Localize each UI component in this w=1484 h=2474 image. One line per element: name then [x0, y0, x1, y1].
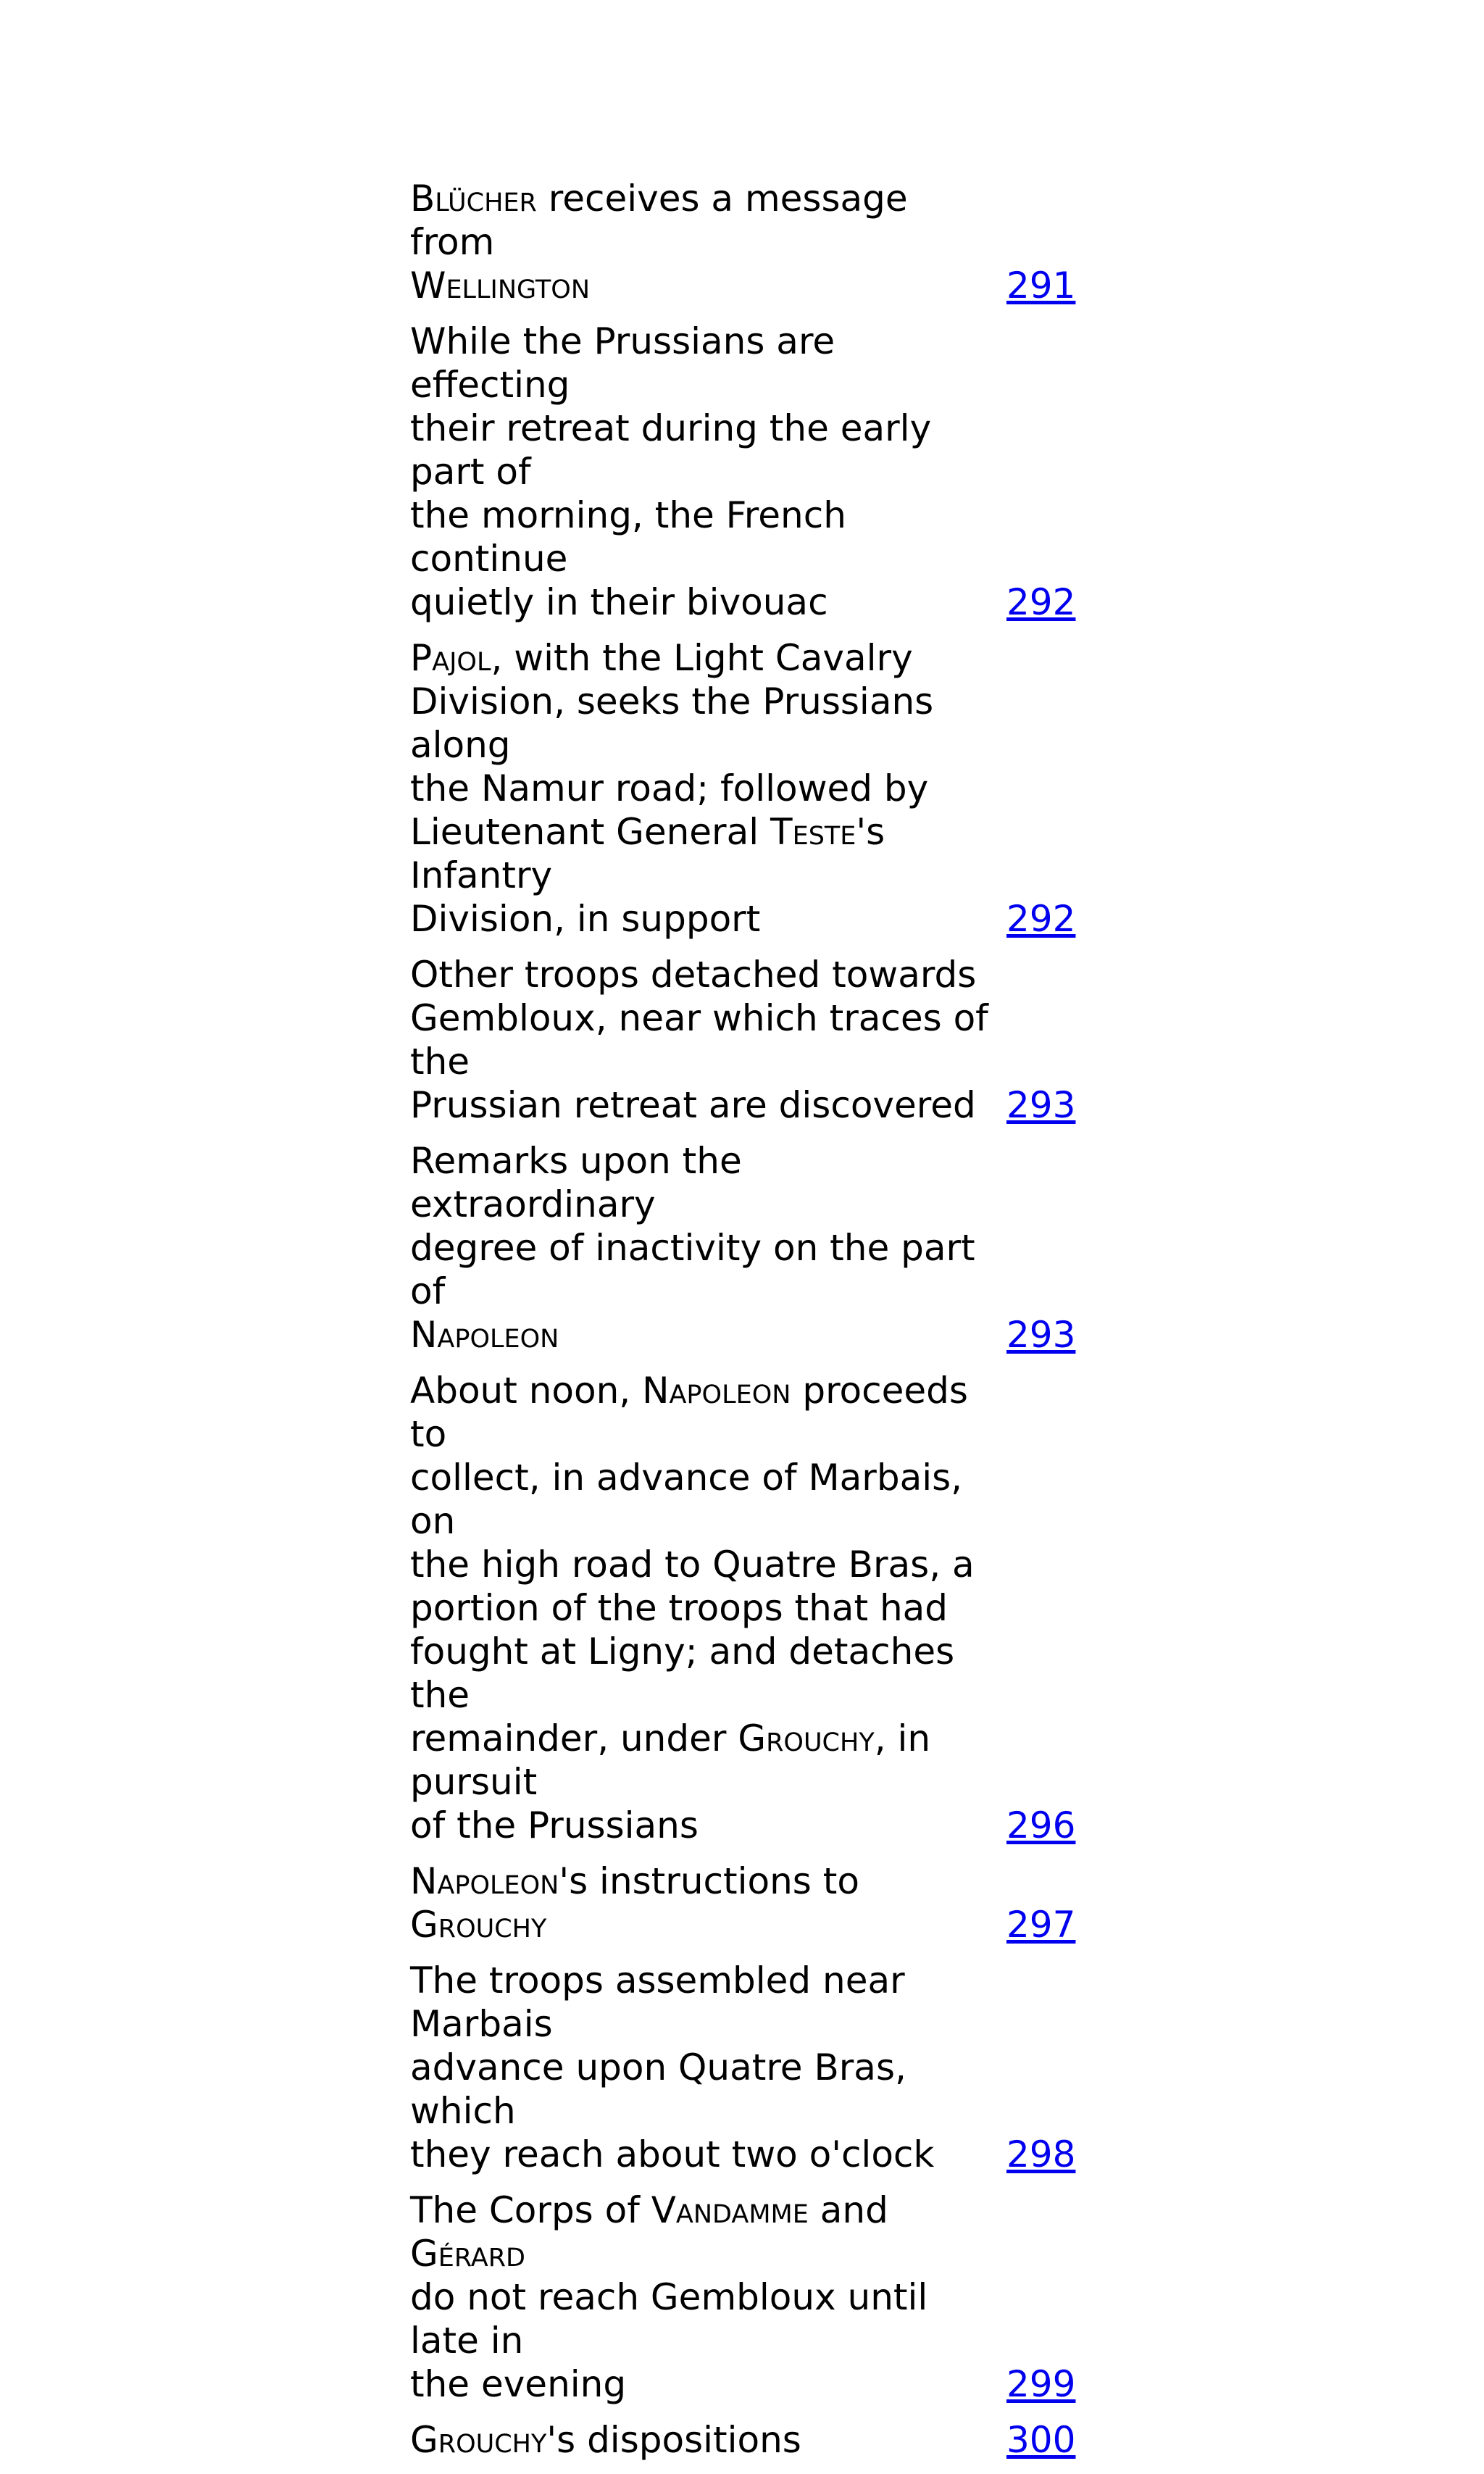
toc-entry [410, 636, 1076, 941]
text-run: 's instructions to [559, 1860, 859, 1902]
toc-entry-text [410, 636, 990, 941]
toc-entry-text [410, 1369, 990, 1847]
text-run: portion of the troops that had [410, 1587, 949, 1629]
text-run: remainder, under [410, 1717, 738, 1759]
toc-entry-text [410, 1959, 990, 2176]
text-run: the morning, the French continue [410, 494, 846, 580]
page-number-link[interactable]: 293 [1006, 1314, 1076, 1356]
text-run: Division, seeks the Prussians along [410, 680, 934, 766]
text-run: The Corps of [410, 2189, 651, 2231]
page-number-link[interactable]: 298 [1006, 2133, 1076, 2175]
text-run: proceeds to [410, 1370, 968, 1455]
toc-entry [410, 1369, 1076, 1847]
small-caps-name: Napoleon [410, 1860, 559, 1902]
text-run: About noon, [410, 1370, 643, 1412]
text-run: , in pursuit [410, 1717, 931, 1803]
page-number-link[interactable]: 297 [1006, 1904, 1076, 1946]
page-number-link[interactable]: 292 [1006, 898, 1076, 940]
small-caps-name: Vandamme [651, 2189, 809, 2231]
toc-entry [410, 2188, 1076, 2406]
text-run: , with the Light Cavalry [491, 637, 913, 679]
toc-entry-text [410, 2188, 990, 2406]
text-run: their retreat during the early part of [410, 407, 932, 493]
small-caps-name: Grouchy [410, 2419, 547, 2461]
text-run: Gembloux, near which traces of the [410, 997, 988, 1083]
page-number-link[interactable]: 291 [1006, 265, 1076, 307]
text-run: Lieutenant General [410, 811, 771, 853]
text-run: While the Prussians are effecting [410, 320, 835, 406]
text-run: fought at Ligny; and detaches the [410, 1630, 955, 1716]
text-run: the Namur road; followed by [410, 767, 929, 809]
small-caps-name: Pajol [410, 637, 491, 679]
text-run: they reach about two o'clock [410, 2133, 935, 2175]
toc-entry [410, 1859, 1076, 1946]
small-caps-name: Wellington [410, 265, 591, 307]
page-number-link[interactable]: 296 [1006, 1804, 1076, 1846]
toc-entry-text [410, 2418, 990, 2462]
toc-entry-text [410, 320, 990, 624]
small-caps-name: Grouchy [738, 1717, 875, 1759]
page-number-link[interactable]: 299 [1006, 2363, 1076, 2405]
toc-entry-text [410, 1859, 990, 1946]
text-run: quietly in their bivouac [410, 581, 828, 623]
text-run: Remarks upon the extraordinary [410, 1140, 742, 1225]
text-run: of the Prussians [410, 1804, 699, 1846]
small-caps-name: Teste [770, 811, 856, 853]
text-run: degree of inactivity on the part of [410, 1227, 975, 1312]
text-run: and [808, 2189, 888, 2231]
page-number-link[interactable]: 293 [1006, 1084, 1076, 1126]
small-caps-name: Blücher [410, 178, 537, 220]
toc-entry-text [410, 1139, 990, 1357]
toc-entry [410, 1139, 1076, 1357]
small-caps-name: Napoleon [642, 1370, 791, 1412]
text-run: Division, in support [410, 898, 761, 940]
toc-entry-text [410, 953, 990, 1127]
text-run: the evening [410, 2363, 627, 2405]
toc-entry [410, 953, 1076, 1127]
small-caps-name: Grouchy [410, 1904, 547, 1946]
text-run: do not reach Gembloux until late in [410, 2276, 928, 2362]
toc-entry-text [410, 177, 990, 307]
text-run: 's dispositions [546, 2419, 801, 2461]
page-number-link[interactable]: 292 [1006, 581, 1076, 623]
small-caps-name: Napoleon [410, 1314, 559, 1356]
small-caps-name: Gérard [410, 2233, 525, 2275]
text-run: The troops assembled near Marbais [410, 1959, 905, 2045]
text-run: Prussian retreat are discovered [410, 1084, 976, 1126]
toc-entry [410, 177, 1076, 307]
text-run: the high road to Quatre Bras, a [410, 1544, 975, 1586]
text-run: 's Infantry [410, 811, 885, 896]
text-run: advance upon Quatre Bras, which [410, 2046, 906, 2132]
toc-entry [410, 1959, 1076, 2176]
text-run: collect, in advance of Marbais, on [410, 1457, 963, 1542]
page-number-link[interactable]: 300 [1006, 2419, 1076, 2461]
toc-entry [410, 320, 1076, 624]
toc-entry [410, 2418, 1076, 2462]
table-of-contents [410, 177, 1076, 2474]
text-run: receives a message from [410, 178, 908, 263]
text-run: Other troops detached towards [410, 954, 977, 996]
